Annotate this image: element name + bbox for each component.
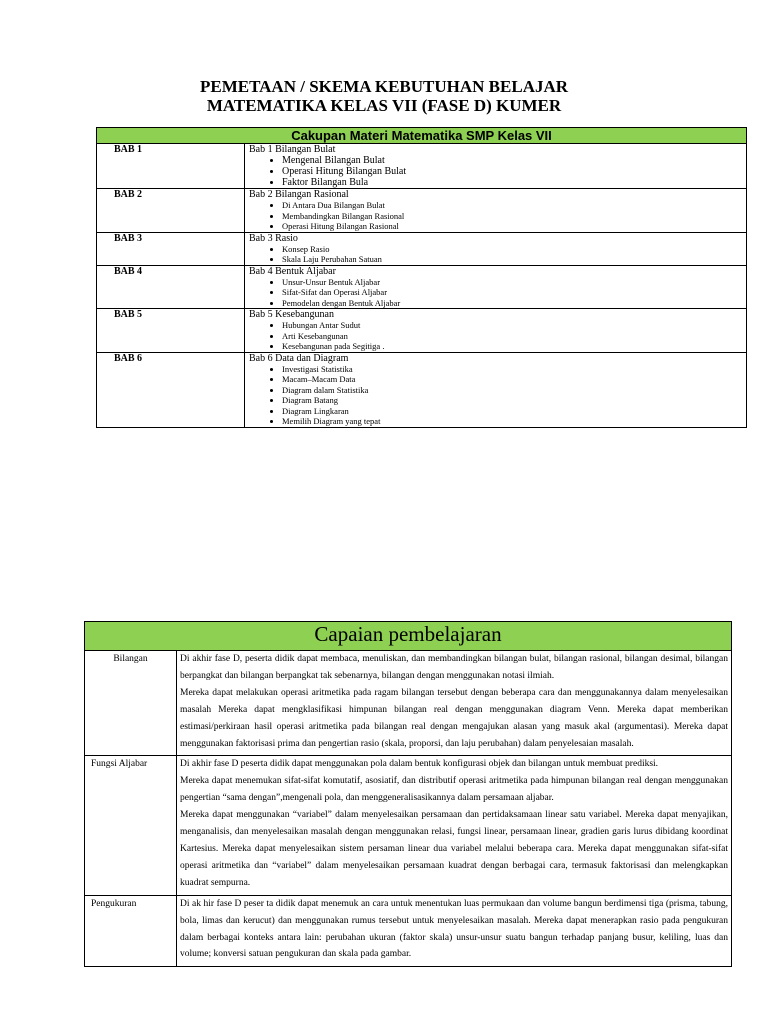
list-item: • Investigasi Statistika bbox=[282, 364, 746, 375]
subtopic-list bbox=[249, 155, 746, 188]
bab-label: BAB 3 bbox=[97, 232, 245, 265]
bab-content bbox=[245, 144, 747, 189]
table-row bbox=[85, 895, 732, 967]
table-row bbox=[97, 189, 747, 233]
element-label: Fungsi Aljabar bbox=[85, 756, 177, 895]
bab-content bbox=[245, 265, 747, 309]
bab-topic: Bab 6 Data dan Diagram bbox=[249, 352, 349, 364]
list-item: • Diagram Batang bbox=[282, 395, 746, 406]
description-paragraph: Mereka dapat melakukan operasi aritmetika pada ragam bilangan tersebut dengan beberapa cara dan menggunakannya dalam menyelesaikan masalah Mereka dapat mengklasifikasi himpunan bilangan real dengan menggunakan diagram Venn. Mereka dapat memberikan estimasi/perkiraan hasil operasi aritmetika pada bilangan real dengan mengajukan alasan yang masuk akal (argumentasi). Mereka dapat menggunakan faktorisasi prima dan pengertian rasio (skala, proporsi, dan laju perubahan) dalam penyelesaian masalah. bbox=[180, 687, 728, 749]
list-item: • Di Antara Dua Bilangan Bulat bbox=[282, 200, 746, 211]
bab-topic: Bab 2 Bilangan Rasional bbox=[249, 189, 349, 200]
list-item: • Memilih Diagram yang tepat bbox=[282, 416, 746, 427]
bab-content bbox=[245, 189, 747, 233]
title-line-2: MATEMATIKA KELAS VII (FASE D) KUMER bbox=[206, 96, 562, 115]
list-item: • Unsur-Unsur Bentuk Aljabar bbox=[282, 277, 746, 288]
scope-table-header: Cakupan Materi Matematika SMP Kelas VII bbox=[97, 128, 747, 144]
bab-label: BAB 2 bbox=[97, 189, 245, 233]
bab-label: BAB 4 bbox=[97, 265, 245, 309]
subtopic-list bbox=[249, 200, 746, 232]
list-item: • Arti Kesebangunan bbox=[282, 331, 746, 342]
learning-outcomes-header-row bbox=[85, 622, 732, 651]
bab-content bbox=[245, 352, 747, 427]
bab-label: BAB 6 bbox=[97, 352, 245, 427]
description-paragraph: Mereka dapat menggunakan “variabel” dalam menyelesaikan persamaan dan pertidaksamaan linear satu variabel. Mereka dapat menyajikan, menganalisis, dan menyelesaikan masalah dengan menggunakan relasi, fungsi linear, persamaan linear, gradien garis lurus dibidang koordinat Kartesius. Mereka dapat menyelesaikan sistem persaman linear dua variabel melalui beberapa cara. Mereka dapat menggunakan sifat-sifat operasi aritmetika dan “variabel” dalam menyelesaikan persamaan kuadrat dengan berbagai cara, termasuk faktorisasi dan melengkapkan kuadrat sempurna. bbox=[180, 810, 728, 888]
element-description bbox=[177, 895, 732, 967]
list-item: • Operasi Hitung Bilangan Bulat bbox=[282, 166, 746, 177]
page-title bbox=[0, 77, 768, 115]
table-row bbox=[85, 651, 732, 756]
list-item: • Sifat-Sifat dan Operasi Aljabar bbox=[282, 287, 746, 298]
subtopic-list bbox=[249, 364, 746, 427]
bab-content bbox=[245, 309, 747, 353]
bab-content bbox=[245, 232, 747, 265]
learning-outcomes-header: Capaian pembelajaran bbox=[85, 622, 732, 651]
description-paragraph: Di ak hir fase D peser ta didik dapat menemuk an cara untuk menentukan luas permukaan dan volume bangun berdimensi tiga (prisma, tabung, bola, limas dan kerucut) dan menggunakan rumus tersebut untuk menyelesaikan masalah. Mereka dapat menerapkan rasio pada pengukuran dalam berbagai konteks antara lain: perubahan ukuran (faktor skala) unsur-unsur suatu bangun terhadap panjang busur, keliling, luas dan volume; konversi satuan pengukuran dan skala pada gambar. bbox=[180, 898, 728, 960]
description-paragraph: Di akhir fase D, peserta didik dapat membaca, menuliskan, dan membandingkan bilangan bulat, bilangan rasional, bilangan desimal, bilangan berpangkat dan bilangan berpangkat tak sebenarnya, bilangan dengan menggunakan notasi ilmiah. bbox=[180, 654, 728, 681]
learning-outcomes-table bbox=[84, 621, 732, 967]
bab-topic: Bab 5 Kesebangunan bbox=[249, 309, 334, 320]
scope-table-header-row bbox=[97, 128, 747, 144]
element-label: Pengukuran bbox=[85, 895, 177, 967]
description-paragraph: Mereka dapat menemukan sifat-sifat komutatif, asosiatif, dan distributif operasi aritmetika pada himpunan bilangan real dengan menggunakan pengertian “sama dengan”,mengenali pola, dan menggeneralisasikannya dalam persamaan aljabar. bbox=[180, 776, 728, 804]
element-label: Bilangan bbox=[85, 651, 177, 756]
table-row bbox=[97, 309, 747, 353]
bab-topic: Bab 1 Bilangan Bulat bbox=[249, 144, 336, 155]
bab-topic: Bab 3 Rasio bbox=[249, 232, 298, 244]
description-paragraph: Di akhir fase D peserta didik dapat menggunakan pola dalam bentuk konfigurasi objek dan bilangan untuk membuat prediksi. bbox=[180, 759, 659, 770]
title-line-1: PEMETAAN / SKEMA KEBUTUHAN BELAJAR bbox=[199, 77, 569, 96]
list-item: • Diagram Lingkaran bbox=[282, 406, 746, 417]
table-row bbox=[85, 756, 732, 895]
subtopic-list bbox=[249, 277, 746, 309]
subtopic-list bbox=[249, 320, 746, 352]
table-row bbox=[97, 144, 747, 189]
table-row bbox=[97, 265, 747, 309]
table-row bbox=[97, 232, 747, 265]
table-row bbox=[97, 352, 747, 427]
element-description bbox=[177, 756, 732, 895]
list-item: • Diagram dalam Statistika bbox=[282, 385, 746, 396]
list-item: • Mengenal Bilangan Bulat bbox=[282, 155, 746, 166]
list-item: • Konsep Rasio bbox=[282, 244, 746, 255]
list-item: • Skala Laju Perubahan Satuan bbox=[282, 254, 746, 265]
list-item: • Pemodelan dengan Bentuk Aljabar bbox=[282, 298, 746, 309]
list-item: • Macam–Macam Data bbox=[282, 374, 746, 385]
bab-label: BAB 1 bbox=[97, 144, 245, 189]
bab-topic: Bab 4 Bentuk Aljabar bbox=[249, 265, 336, 277]
list-item: • Faktor Bilangan Bula bbox=[282, 177, 746, 188]
list-item: • Hubungan Antar Sudut bbox=[282, 320, 746, 331]
list-item: • Operasi Hitung Bilangan Rasional bbox=[282, 221, 746, 232]
list-item: • Membandingkan Bilangan Rasional bbox=[282, 211, 746, 222]
subtopic-list bbox=[249, 244, 746, 265]
bab-label: BAB 5 bbox=[97, 309, 245, 353]
element-description bbox=[177, 651, 732, 756]
scope-table bbox=[96, 127, 747, 428]
list-item: • Kesebangunan pada Segitiga . bbox=[282, 341, 746, 352]
